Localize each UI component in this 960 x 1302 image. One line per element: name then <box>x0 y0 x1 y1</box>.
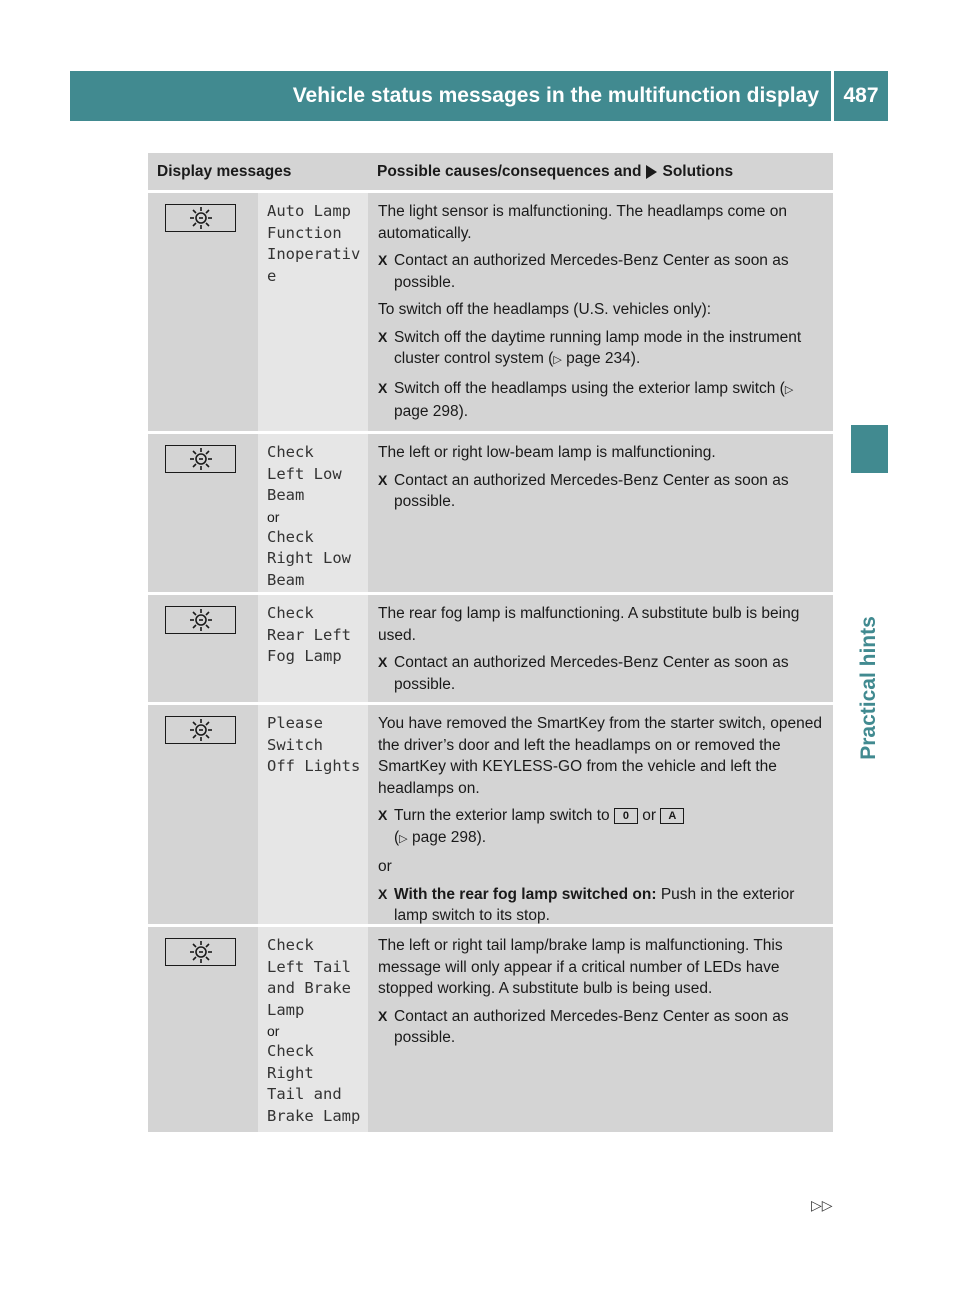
col-header-solutions: Possible causes/consequences and Solutions <box>377 162 734 180</box>
icon-cell <box>148 434 258 592</box>
solution-cell: The rear fog lamp is malfunctioning. A substitute bulb is being used. X Contact an authorized Mercedes-Benz Center as soon as possible. <box>368 595 833 702</box>
solution-cell: The left or right tail lamp/brake lamp is malfunctioning. This message will only appear if a critical number of LEDs have stopped working. A substitute bulb is being used. X Contact an authorized Mercedes-Benz Center as soon as possible. <box>368 927 833 1132</box>
step-arrow-icon: X <box>378 252 388 268</box>
display-message: Check Right Low Beam <box>267 527 351 589</box>
table-row <box>148 592 833 702</box>
step-arrow-icon: X <box>378 471 388 488</box>
status-messages-table <box>148 153 833 1132</box>
solution-arrow-icon <box>646 165 657 179</box>
action-step: X Contact an authorized Mercedes-Benz Center as soon as possible. <box>378 652 829 695</box>
exterior-lamp-icon <box>165 204 236 232</box>
action-step: X Contact an authorized Mercedes-Benz Center as soon as possible. <box>378 470 829 513</box>
step-arrow-icon: X <box>378 328 388 345</box>
message-cell <box>258 595 368 702</box>
action-step: X Contact an authorized Mercedes-Benz Center as soon as possible. <box>378 250 829 293</box>
table-header <box>148 153 833 190</box>
exterior-lamp-icon <box>165 938 236 966</box>
lamp-switch-auto-icon: A <box>660 808 684 824</box>
message-cell <box>258 193 368 431</box>
solution-cell: The left or right low-beam lamp is malfunctioning. X Contact an authorized Mercedes-Benz Center as soon as possible. <box>368 434 833 592</box>
col-header-display-messages: Display messages <box>157 162 292 180</box>
section-tab-marker <box>851 425 888 473</box>
exterior-lamp-icon <box>165 445 236 473</box>
exterior-lamp-icon <box>165 606 236 634</box>
display-message: Check Left Low Beam <box>267 443 342 504</box>
message-cell <box>258 705 368 924</box>
step-arrow-icon: X <box>378 1007 388 1024</box>
display-message: Auto Lamp Function Inoperativ e <box>267 202 361 285</box>
icon-cell <box>148 595 258 702</box>
icon-cell <box>148 193 258 431</box>
table-row <box>148 431 833 592</box>
display-message: Check Left Tail and Brake Lamp <box>267 936 351 1019</box>
action-step: X Contact an authorized Mercedes-Benz Center as soon as possible. <box>378 1006 829 1049</box>
or-separator: or <box>267 508 280 525</box>
or-separator: or <box>267 1023 280 1039</box>
action-step: X Switch off the daytime running lamp mode in the instrument cluster control system (▷ page 234). <box>378 327 829 372</box>
page-ref[interactable]: page 234). <box>566 350 641 367</box>
exterior-lamp-icon <box>165 716 236 744</box>
table-row <box>148 924 833 1132</box>
continued-arrows-icon: ▷▷ <box>811 1197 833 1213</box>
page-ref-icon: ▷ <box>553 354 562 366</box>
or-separator: or <box>378 858 392 875</box>
page-number: 487 <box>843 84 879 107</box>
message-cell <box>258 927 368 1132</box>
display-message: Please Switch Off Lights <box>267 714 361 775</box>
lamp-switch-off-icon: 0 <box>614 808 638 824</box>
action-step: X With the rear fog lamp switched on: Push in the exterior lamp switch to its stop. <box>378 884 829 927</box>
solution-cell: You have removed the SmartKey from the starter switch, opened the driver’s door and left the headlamps on or removed the SmartKey with KEYLESS-GO from the vehicle and left the headlamps on. X Turn the exterior lamp switch to 0 or A (▷ page 298). or X With the rear fog lamp switched on: Push in the exterior lamp switch to its stop. <box>368 705 833 924</box>
section-tab-label: Practical hints <box>857 616 880 760</box>
icon-cell <box>148 927 258 1132</box>
step-arrow-icon: X <box>378 885 388 902</box>
display-message: Check Rear Left Fog Lamp <box>267 604 351 665</box>
step-arrow-icon: X <box>378 654 388 670</box>
page-ref-icon: ▷ <box>399 832 408 845</box>
page-ref[interactable]: page 298). <box>411 828 487 846</box>
icon-cell <box>148 705 258 924</box>
page-ref[interactable]: page 298). <box>394 403 469 420</box>
step-arrow-icon: X <box>378 379 388 396</box>
solution-cell: The light sensor is malfunctioning. The headlamps come on automatically. X Contact an authorized Mercedes-Benz Center as soon as possible. To switch off the headlamps (U.S. vehicles only): X Switch off the daytime running lamp mode in the instrument cluster control system (▷ page 234). X Switch off the headlamps using the exterior lamp switch (▷ page 298). <box>368 193 833 431</box>
page-ref-icon: ▷ <box>784 383 794 396</box>
table-row <box>148 702 833 924</box>
action-step: X Turn the exterior lamp switch to 0 or A (▷ page 298). <box>378 805 829 850</box>
display-message: Check Right Tail and Brake Lamp <box>267 1042 361 1125</box>
message-cell <box>258 434 368 592</box>
step-arrow-icon: X <box>378 807 388 823</box>
table-row <box>148 190 833 431</box>
page-title: Vehicle status messages in the multifunction display <box>292 84 819 107</box>
page-header <box>70 71 888 121</box>
action-step: X Switch off the headlamps using the exterior lamp switch (▷ page 298). <box>378 378 829 423</box>
